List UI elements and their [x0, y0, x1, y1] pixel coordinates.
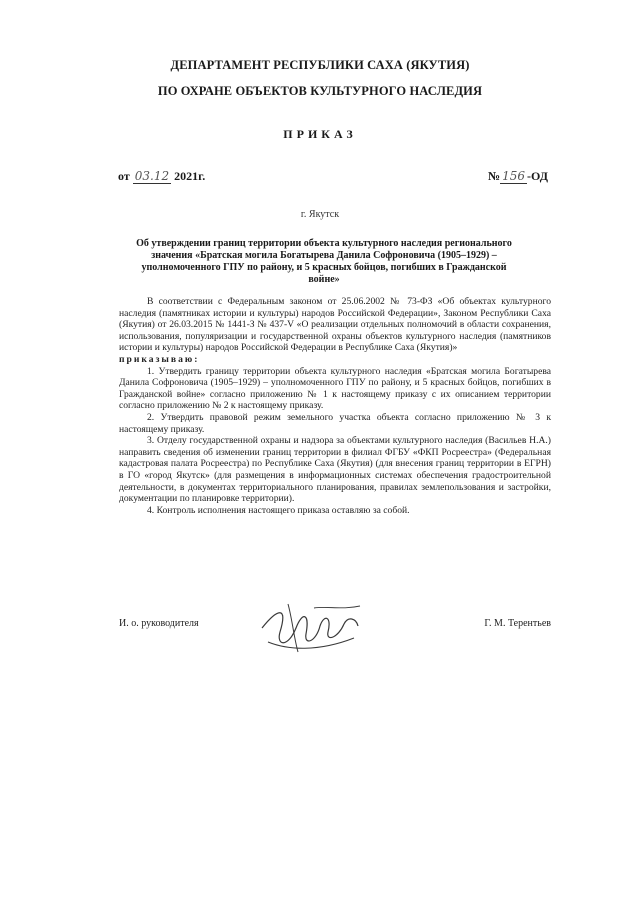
date-prefix: от [118, 169, 130, 183]
item-3-paragraph: 3. Отделу государственной охраны и надзора за объектами культурного наследия (Васильев Н.А.) направить сведения об изменении границ территории в филиал ФГБУ «ФКП Росреестра» (Федеральная кадастровая палата Росреестра) по Республике Саха (Якутия) (для внесения границ территории в ЕГРН) в ГО «город Якутск» (для размещения в информационных системах обеспечения градостроительной деятельности, в документах территориального планирования, правилах землепользования и застройки, документации по планировке территории). [119, 435, 551, 505]
order-title: Об утверждении границ территории объекта культурного наследия регионального значения «Братская могила Богатырева Данила Софроновича (1905–1929) – уполномоченного ГПУ по району, и 5 красных бойцов, погибших в Гражданской войне» [136, 238, 512, 285]
department-subtitle: ПО ОХРАНЕ ОБЪЕКТОВ КУЛЬТУРНОГО НАСЛЕДИЯ [157, 84, 483, 98]
item-2-paragraph: 2. Утвердить правовой режим земельного участка объекта согласно приложению № 3 к настоящему приказу. [119, 411, 551, 435]
number-prefix: № [488, 169, 501, 183]
signatory-role: И. о. руководителя [119, 618, 199, 629]
number-suffix: -ОД [527, 169, 548, 183]
signatory-name: Г. М. Терентьев [484, 618, 551, 629]
date-year: 2021г. [174, 169, 206, 183]
handwritten-date: 03.12 [134, 169, 170, 183]
order-number [488, 169, 548, 184]
handwritten-signature [258, 598, 368, 656]
order-date [118, 169, 205, 184]
department-name: ДЕПАРТАМЕНТ РЕСПУБЛИКИ САХА (ЯКУТИЯ) [170, 58, 470, 72]
city: г. Якутск [300, 209, 340, 220]
order-body [119, 296, 551, 516]
document-type: ПРИКАЗ [283, 127, 357, 141]
handwritten-number: 156 [502, 169, 525, 183]
item-4-paragraph: 4. Контроль исполнения настоящего приказа оставляю за собой. [147, 504, 410, 516]
order-word: приказываю: [119, 353, 200, 365]
item-1-paragraph: 1. Утвердить границу территории объекта культурного наследия «Братская могила Богатырева Данила Софроновича (1905–1929) – уполномоченного ГПУ по району, и 5 красных бойцов, погибших в Гражданской войне» согласно приложению № 1 к настоящему приказу с их описанием территории согласно приложению № 2 к настоящему приказу. [119, 365, 551, 412]
preamble-paragraph: В соответствии с Федеральным законом от 25.06.2002 № 73-ФЗ «Об объектах культурного наследия (памятниках истории и культуры) народов Российской Федерации», Законом Республики Саха (Якутия) от 26.03.2015 № 1441-З № 437-V «О реализации отдельных полномочий в области сохранения, использования, популяризации и государственной охраны объектов культурного наследия (памятников истории и культуры) народов Российской Федерации в Республике Саха (Якутия)» [119, 296, 551, 354]
